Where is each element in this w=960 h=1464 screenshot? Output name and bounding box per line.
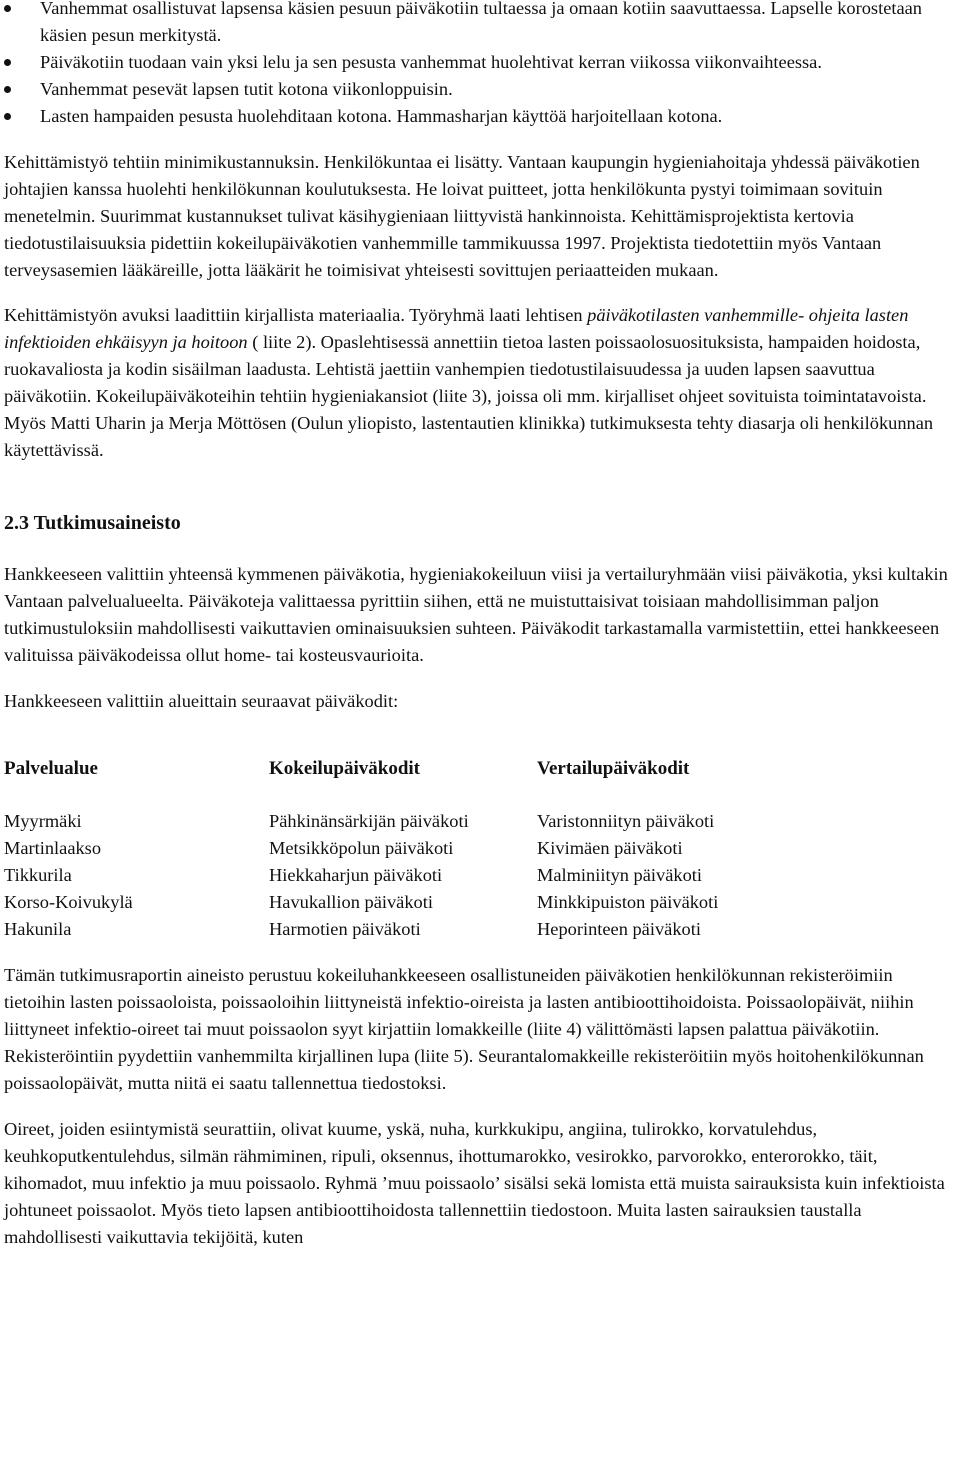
table-cell: Hiekkaharjun päiväkoti [269,865,443,885]
table-cell: Heporinteen päiväkoti [537,919,701,939]
table-cell: Martinlaakso [4,838,102,858]
paragraph-data-source: Tämän tutkimusraportin aineisto perustuu kokeiluhankkeeseen osallistuneiden päiväkotien henkilökunnan rekisteröimiin tietoihin lasten poissaoloista, poissaoloihin liittyneistä infektio-oireista ja lasten antibioottihoidoista. Poissaolopäivät, niihin liittyneet infektio-oireet tai muut poissaolon syyt kirjattiin lomakkeille (liite 4) välittömästi lapsen palattua päiväkotiin. Rekisteröintiin pyydettiin vanhemmilta kirjallinen lupa (liite 5). Seurantalomakkeille rekisteröitiin myös hoitohenkilökunnan poissaolopäivät, mutta niitä ei saatu tallennettua tiedostoksi. [4,965,924,1093]
section-heading: 2.3 Tutkimusaineisto [4,512,181,534]
paragraph-costs: Kehittämistyö tehtiin minimikustannuksin. Henkilökuntaa ei lisätty. Vantaan kaupungin hygieniahoitaja yhdessä päiväkotien johtajien kanssa huolehti henkilökunnan koulutuksesta. He loivat puitteet, jotta henkilökunta pystyi toimimaan sovituin menetelmin. Suurimmat kustannukset tulivat käsihygieniaan liittyvistä hankinnoista. Kehittämisprojektista kertovia tiedotustilaisuuksia pidettiin kokeilupäiväkotien vanhemmille tammikuussa 1997. Projektista tiedotettiin myös Vantaan terveysasemien lääkäreille, jotta lääkärit he toimisivat yhteisesti sovittujen periaatteiden mukaan. [4,152,920,280]
table-cell: Harmotien päiväkoti [269,919,421,939]
paragraph-materials-end: ( liite 2). Opaslehtisessä annettiin tietoa lasten poissaolosuosituksista, hampaiden hoidosta, ruokavaliosta ja kodin sisäilman laadusta. Lehtistä jaettiin vanhempien tiedotustilaisuudessa ja uuden lapsen saavuttua päiväkotiin. Kokeilupäiväkoteihin tehtiin hygieniakansiot (liite 3), joissa oli mm. kirjalliset ohjeet sovituista toimintatavoista. Myös Matti Uharin ja Merja Möttösen (Oulun yliopisto, lastentautien klinikka) tutkimuksesta tehty diasarja oli henkilökunnan käytettävissä. [4,332,934,460]
table-cell: Malminiityn päiväkoti [537,865,702,885]
table-cell: Myyrmäki [4,811,82,831]
document-page [4,0,956,1251]
daycare-table-wrapper [4,755,956,943]
paragraph-selection: Hankkeeseen valittiin yhteensä kymmenen päiväkotia, hygieniakokeiluun viisi ja vertailuryhmään viisi päiväkotia, yksi kultakin Vantaan palvelualueelta. Päiväkoteja valittaessa pyrittiin siihen, että ne muistuttaisivat toisiaan mahdollisimman paljon tutkimustuloksiin mahdollisesti vaikuttavien ominaisuuksien suhteen. Päiväkodit tarkastamalla varmistettiin, ettei hankkeeseen valituissa päiväkodeissa ollut home- tai kosteusvaurioita. [4,564,948,665]
table-cell: Tikkurila [4,865,72,885]
table-cell: Minkkipuiston päiväkoti [537,892,719,912]
table-cell: Havukallion päiväkoti [269,892,433,912]
table-row [4,889,718,916]
table-cell: Pähkinänsärkijän päiväkoti [269,811,469,831]
table-row [4,782,718,835]
bullet-item: Vanhemmat pesevät lapsen tutit kotona viikonloppuisin. [4,76,956,103]
table-row [4,862,718,889]
paragraph-materials-start: Kehittämistyön avuksi laadittiin kirjallista materiaalia. Työryhmä laati lehtisen [4,305,588,325]
paragraph-materials [4,302,956,464]
daycare-table [4,755,718,943]
table-row [4,835,718,862]
table-cell: Kivimäen päiväkoti [537,838,683,858]
paragraph-symptoms: Oireet, joiden esiintymistä seurattiin, olivat kuume, yskä, nuha, kurkkukipu, angiina, tulirokko, korvatulehdus, keuhkoputkentulehdus, silmän rähmiminen, ripuli, oksennus, ihottumarokko, vesirokko, parvorokko, enterorokko, täit, kihomadot, muu infektio ja muu poissaolo. Ryhmä ’muu poissaolo’ sisälsi sekä lomista että muista sairauksista kuin infektioista johtuneet poissaolot. Myös tieto lapsen antibioottihoidosta tallennettiin tiedostoon. Muita lasten sairauksien taustalla mahdollisesti vaikuttavia tekijöitä, kuten [4,1119,945,1247]
table-cell: Korso-Koivukylä [4,892,133,912]
table-cell: Hakunila [4,919,72,939]
bullet-item: Päiväkotiin tuodaan vain yksi lelu ja sen pesusta vanhemmat huolehtivat kerran viikossa viikonvaihteessa. [4,49,956,76]
table-row [4,916,718,943]
column-header: Palvelualue [4,758,98,779]
leaflet-title: päiväkotilasten vanhemmille- ohjeita lasten infektioiden ehkäisyyn ja hoitoon [4,305,909,352]
table-header-row [4,755,718,782]
measures-bullet-list [4,0,956,130]
table-cell: Varistonniityn päiväkoti [537,811,715,831]
table-cell: Metsikköpolun päiväkoti [269,838,454,858]
bullet-item: Lasten hampaiden pesusta huolehditaan kotona. Hammasharjan käyttöä harjoitellaan kotona. [4,103,956,130]
column-header: Vertailupäiväkodit [537,758,690,779]
bullet-item: Vanhemmat osallistuvat lapsensa käsien pesuun päiväkotiin tultaessa ja omaan kotiin saavuttaessa. Lapselle korostetaan käsien pesun merkitystä. [4,0,956,49]
paragraph-intro-list: Hankkeeseen valittiin alueittain seuraavat päiväkodit: [4,691,399,711]
column-header: Kokeilupäiväkodit [269,758,420,779]
